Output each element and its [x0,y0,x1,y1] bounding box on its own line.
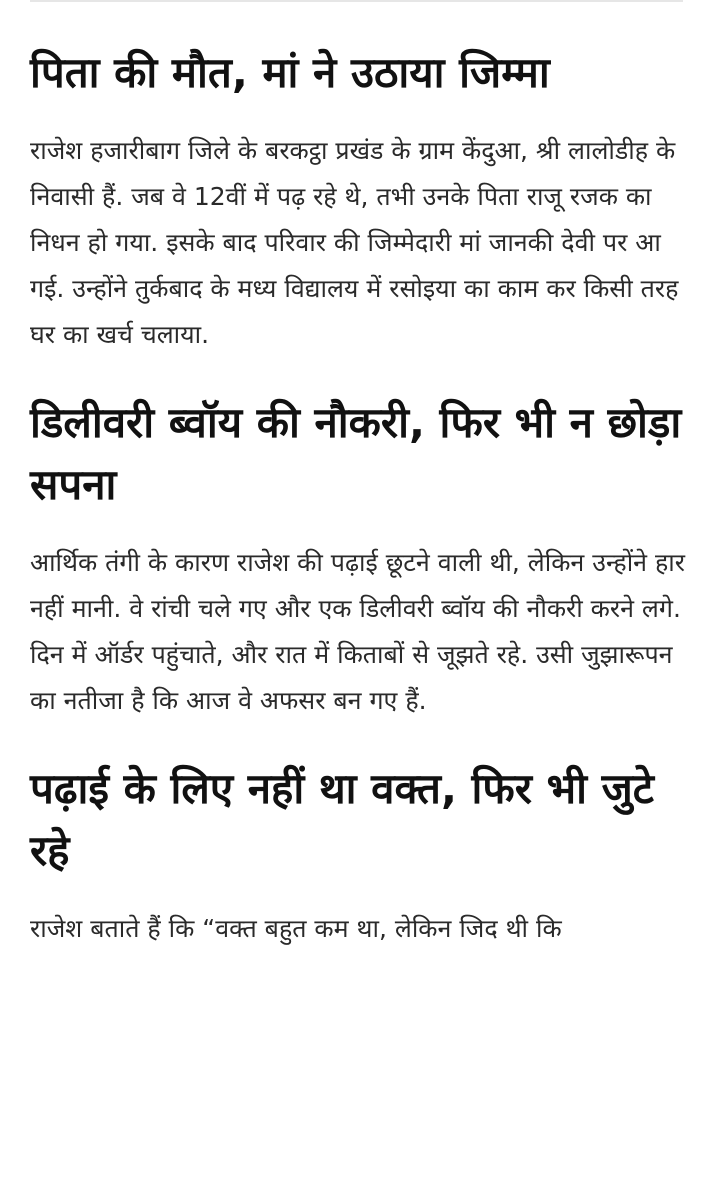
section-father-death [30,42,685,358]
section-heading: पिता की मौत, मां ने उठाया जिम्मा [30,48,550,97]
section-no-time-for-study [30,758,685,952]
section-paragraph: आर्थिक तंगी के कारण राजेश की पढ़ाई छूटने वाली थी, लेकिन उन्होंने हार नहीं मानी. वे रांची चले गए और एक डिलीवरी ब्वॉय की नौकरी करने लगे. दिन में ऑर्डर पहुंचाते, और रात में किताबों से जूझते रहे. उसी जुझारूपन का नतीजा है कि आज वे अफसर बन गए हैं. [30,548,685,715]
article-content [30,42,685,952]
section-paragraph: राजेश हजारीबाग जिले के बरकट्ठा प्रखंड के ग्राम केंदुआ, श्री लालोडीह के निवासी हैं. जब वे 12वीं में पढ़ रहे थे, तभी उनके पिता राजू रजक का निधन हो गया. इसके बाद परिवार की जिम्मेदारी मां जानकी देवी पर आ गई. उन्होंने तुर्कबाद के मध्य विद्यालय में रसोइया का काम कर किसी तरह घर का खर्च चलाया. [30,136,679,349]
section-delivery-boy [30,392,685,724]
section-heading: पढ़ाई के लिए नहीं था वक्त, फिर भी जुटे रहे [30,764,654,875]
section-heading: डिलीवरी ब्वॉय की नौकरी, फिर भी न छोड़ा सपना [30,398,682,509]
top-divider [30,0,683,2]
section-paragraph: राजेश बताते हैं कि “वक्त बहुत कम था, लेकिन जिद थी कि [30,914,562,943]
